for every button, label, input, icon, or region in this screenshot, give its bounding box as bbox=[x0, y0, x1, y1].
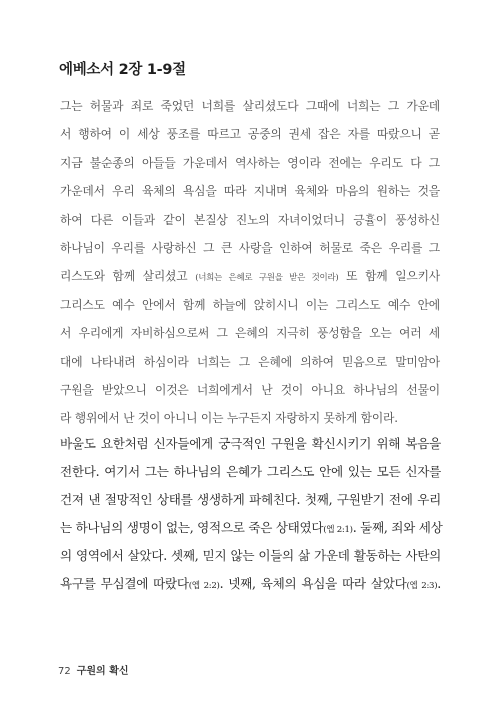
scripture-reference: (엡 2:2) bbox=[188, 581, 220, 591]
body-line: 바울도 요한처럼 신자들에게 궁극적인 구원을 확신시키기 위해 복음을 bbox=[60, 436, 441, 451]
scripture-quote bbox=[60, 92, 440, 433]
book-title: 구원의 확신 bbox=[76, 666, 129, 677]
body-text: . 둘째, 죄와 세상 bbox=[352, 520, 443, 535]
quote-line: 서 행하여 이 세상 풍조를 따르고 공중의 권세 잡은 자를 따랐으니 곧 bbox=[60, 127, 440, 142]
quote-line: 그는 허물과 죄로 죽었던 너희를 살리셨도다 그때에 너희는 그 가운데 bbox=[60, 99, 440, 113]
body-line: 건져 낸 절망적인 상태를 생생하게 파헤친다. 첫째, 구원받기 전에 우리 bbox=[60, 492, 441, 507]
body-line bbox=[60, 570, 441, 598]
quote-line: 하여 다른 이들과 같이 본질상 진노의 자녀이었더니 긍휼이 풍성하신 bbox=[60, 212, 440, 227]
page-number: 72 bbox=[58, 666, 71, 677]
body-text: . bbox=[437, 576, 441, 591]
quote-line: 그리스도 예수 안에서 함께 하늘에 앉히시니 이는 그리스도 예수 안에 bbox=[60, 297, 440, 312]
body-line: 의 영역에서 살았다. 셋째, 믿지 않는 이들의 삶 가운데 활동하는 사탄의 bbox=[60, 548, 441, 563]
scripture-reference: (엡 2:3) bbox=[406, 581, 438, 591]
body-text: 욕구를 무심결에 따랐다 bbox=[60, 576, 189, 591]
page-footer bbox=[58, 662, 129, 677]
body-paragraph bbox=[60, 430, 441, 598]
quote-line: 구원을 받았으니 이것은 너희에게서 난 것이 아니요 하나님의 선물이 bbox=[60, 382, 440, 397]
quote-line: 지금 불순종의 아들들 가운데서 역사하는 영이라 전에는 우리도 다 그 bbox=[60, 155, 440, 170]
body-text: . 넷째, 육체의 욕심을 따라 살았다 bbox=[219, 576, 407, 591]
body-line bbox=[60, 514, 441, 542]
quote-line: 하나님이 우리를 사랑하신 그 큰 사랑을 인하여 허물로 죽은 우리를 그 bbox=[60, 240, 440, 255]
body-line: 전한다. 여기서 그는 하나님의 은혜가 그리스도 안에 있는 모든 신자를 bbox=[60, 464, 441, 479]
scripture-reference: (엡 2:1) bbox=[323, 525, 353, 535]
quote-line: 가운데서 우리 육체의 욕심을 따라 지내며 육체와 마음의 원하는 것을 bbox=[60, 184, 440, 199]
quote-text: 또 함께 일으키사 bbox=[338, 269, 440, 284]
section-heading: 에베소서 2장 1-9절 bbox=[59, 62, 186, 78]
quote-line: 라 행위에서 난 것이 아니니 이는 누구든지 자랑하지 못하게 함이라. bbox=[60, 411, 398, 426]
quote-text: 리스도와 함께 살리셨고 bbox=[60, 269, 196, 284]
body-text: 는 하나님의 생명이 없는, 영적으로 죽은 상태였다 bbox=[60, 520, 324, 535]
quote-parenthetical-note: (너희는 은혜로 구원을 받은 것이라) bbox=[195, 273, 339, 284]
quote-line bbox=[60, 262, 440, 290]
quote-line: 서 우리에게 자비하심으로써 그 은혜의 지극히 풍성함을 오는 여러 세 bbox=[60, 326, 440, 341]
quote-line: 대에 나타내려 하심이라 너희는 그 은혜에 의하여 믿음으로 말미암아 bbox=[60, 354, 440, 369]
